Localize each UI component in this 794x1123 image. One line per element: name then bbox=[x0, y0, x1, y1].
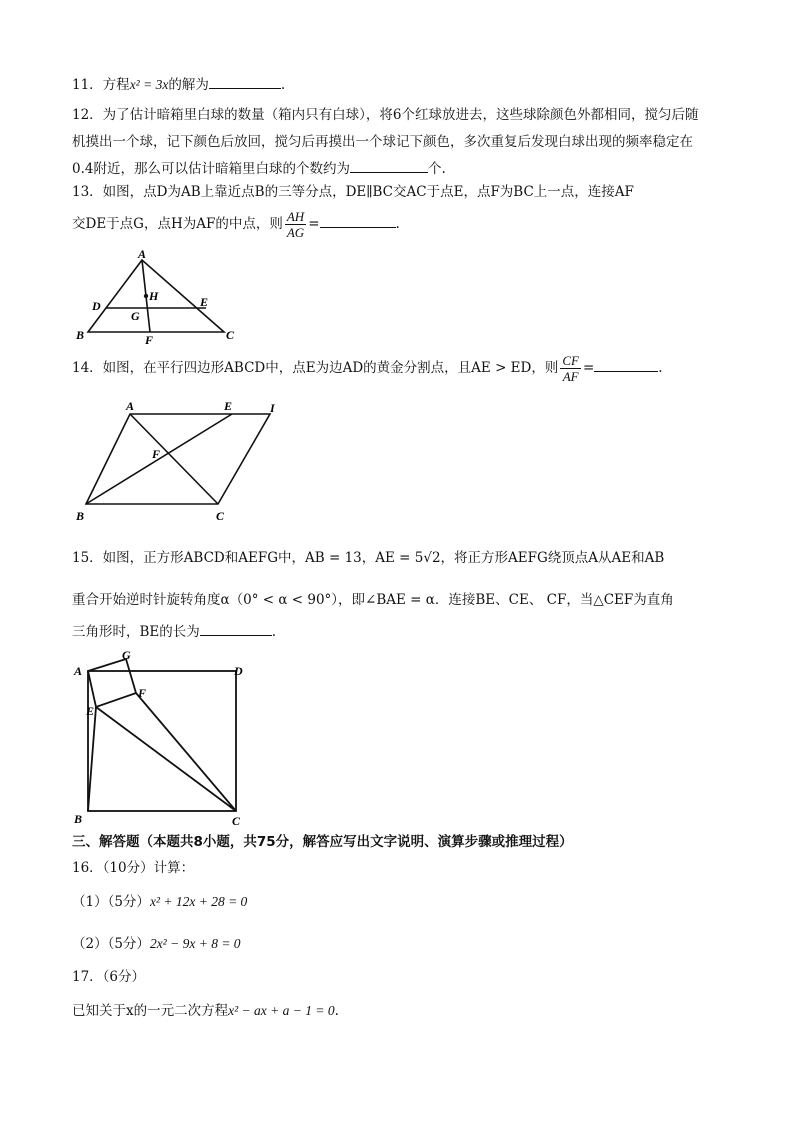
q13-triangle-figure bbox=[72, 246, 242, 346]
q17-header: 17．（6分） bbox=[72, 969, 146, 985]
q15-label-b: B bbox=[74, 812, 83, 826]
q15-square-aefg bbox=[88, 659, 136, 707]
q15-segment-ce bbox=[96, 707, 236, 811]
q14-parallelogram-abcd bbox=[86, 414, 270, 504]
q14-label-f: F bbox=[152, 447, 161, 461]
q13-line2-prefix: 交DE于点G，点H为AF的中点，则 bbox=[72, 216, 283, 232]
q13-line1: 13．如图，点D为AB上靠近点B的三等分点，DE∥BC交AC于点E，点F为BC上一点，连接AF bbox=[72, 184, 634, 200]
q12-line2: 机摸出一个球，记下颜色后放回，搅匀后再摸出一个球记下颜色，多次重复后发现白球出现的频率稳定在 bbox=[72, 134, 693, 150]
q14-end: . bbox=[658, 360, 663, 376]
q15-line3 bbox=[72, 621, 276, 642]
q14-answer-blank[interactable] bbox=[594, 357, 658, 372]
q14-line1 bbox=[72, 350, 663, 386]
q12-line3-prefix: 0.4附近，那么可以估计暗箱里白球的个数约为 bbox=[72, 161, 350, 177]
q13-label-a: A bbox=[138, 247, 147, 261]
q13-label-f: F bbox=[145, 333, 154, 346]
q15-label-c: C bbox=[232, 814, 241, 827]
q17-line1 bbox=[72, 1001, 339, 1021]
q15-label-e: E bbox=[86, 704, 95, 718]
q13-point-h bbox=[144, 294, 148, 298]
q15-line2: 重合开始逆时针旋转角度α（0° < α < 90°），即∠BAE = α．连接BE、CE、 CF，当△CEF为直角 bbox=[72, 592, 674, 608]
q14-label-i: I bbox=[270, 401, 275, 415]
q17-end: . bbox=[334, 1003, 339, 1019]
q16-part2 bbox=[72, 934, 241, 954]
q17-equation: x² − ax + a − 1 = 0 bbox=[228, 1003, 335, 1018]
q11-end: . bbox=[280, 77, 286, 93]
q15-label-d: D bbox=[234, 664, 243, 678]
q14-diagonal-ac bbox=[130, 414, 218, 504]
q15-label-f: F bbox=[138, 686, 147, 700]
q15-square-abcd bbox=[88, 671, 236, 811]
q14-frac-num: CF bbox=[562, 353, 579, 368]
q11-answer-blank[interactable] bbox=[209, 74, 281, 89]
q12-line3 bbox=[72, 158, 446, 179]
section-3-title: 三、解答题（本题共8小题，共75分，解答应写出文字说明、演算步骤或推理过程） bbox=[72, 834, 573, 850]
q11-prefix: 11．方程 bbox=[72, 77, 130, 93]
q15-label-a: A bbox=[74, 664, 83, 678]
q11-equation: x² = 3x bbox=[129, 77, 169, 92]
q14-label-e: E bbox=[224, 399, 233, 413]
q13-end: . bbox=[395, 216, 400, 232]
q12-line1: 12．为了估计暗箱里白球的数量（箱内只有白球），将6个红球放进去，这些球除颜色外都相同，搅匀后随 bbox=[72, 107, 699, 123]
q13-equals: = bbox=[308, 216, 320, 232]
q12-answer-blank[interactable] bbox=[350, 158, 428, 173]
q15-answer-blank[interactable] bbox=[200, 621, 272, 636]
q13-label-g: G bbox=[131, 309, 140, 323]
q13-frac-num: AH bbox=[286, 209, 305, 224]
q15-label-g: G bbox=[122, 648, 131, 662]
question-11 bbox=[72, 74, 285, 95]
q13-label-e: E bbox=[200, 295, 209, 309]
q14-label-a: A bbox=[126, 399, 135, 413]
q16-part1-label: （1）（5分） bbox=[72, 894, 150, 910]
q11-suffix: 的解为 bbox=[168, 77, 209, 93]
q14-equals: = bbox=[582, 360, 595, 376]
q13-line2 bbox=[72, 206, 400, 242]
q15-line3-prefix: 三角形时，BE的长为 bbox=[72, 624, 200, 640]
q15-end: . bbox=[271, 624, 277, 640]
q15-squares-figure bbox=[70, 645, 250, 827]
q16-part2-label: （2）（5分） bbox=[72, 936, 150, 952]
q13-answer-blank[interactable] bbox=[320, 213, 396, 228]
q14-frac-den: AF bbox=[562, 369, 579, 384]
q16-part1-equation: x² + 12x + 28 = 0 bbox=[149, 894, 248, 909]
q17-line1-prefix: 已知关于x的一元二次方程 bbox=[72, 1003, 229, 1019]
q14-fraction bbox=[560, 353, 581, 384]
q12-line3-suffix: 个. bbox=[427, 161, 446, 177]
q13-label-h: H bbox=[149, 289, 159, 303]
q16-part2-equation: 2x² − 9x + 8 = 0 bbox=[149, 936, 241, 951]
q13-label-b: B bbox=[76, 328, 85, 342]
q14-line1-prefix: 14．如图，在平行四边形ABCD中，点E为边AD的黄金分割点，且AE > ED，则 bbox=[72, 360, 559, 376]
q14-label-b: B bbox=[76, 509, 85, 523]
q13-frac-den: AG bbox=[286, 225, 305, 240]
q16-header: 16．（10分）计算： bbox=[72, 860, 195, 876]
q14-parallelogram-figure bbox=[72, 396, 282, 526]
q15-segment-be bbox=[88, 707, 96, 811]
q16-part1 bbox=[72, 892, 247, 912]
q13-label-c: C bbox=[226, 328, 235, 342]
q13-fraction bbox=[285, 209, 306, 240]
q15-segment-cf bbox=[136, 693, 236, 811]
q14-label-c: C bbox=[216, 509, 225, 523]
q15-line1: 15．如图，正方形ABCD和AEFG中，AB = 13，AE = 5√2，将正方形AEFG绕顶点A从AE和AB bbox=[72, 550, 665, 566]
q13-label-d: D bbox=[92, 299, 101, 313]
